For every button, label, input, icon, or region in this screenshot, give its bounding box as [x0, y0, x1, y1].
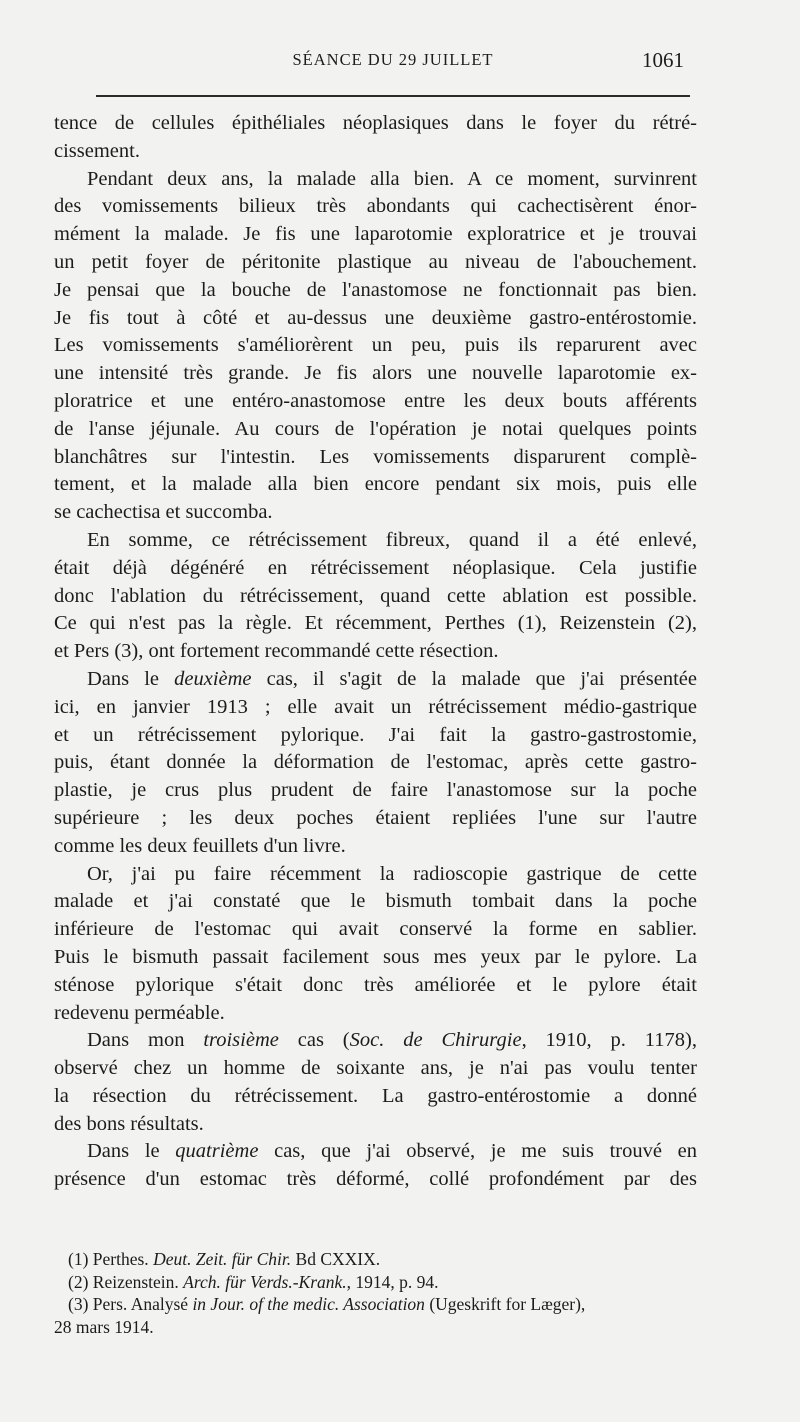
- text-span: Pendant deux ans, la malade alla bien. A ce moment, survinrent: [87, 167, 697, 190]
- text-span: cas (: [278, 1029, 350, 1052]
- body-line: [54, 166, 697, 194]
- text-span: Puis le bismuth passait facilement sous mes yeux par le pylore. La: [54, 945, 697, 968]
- body-line: [54, 1138, 697, 1166]
- body-line: [54, 1000, 697, 1028]
- body-line: [54, 249, 697, 277]
- text-span: Dans le: [87, 1140, 176, 1163]
- footnote-line: [54, 1316, 697, 1339]
- text-span: comme les deux feuillets d'un livre.: [54, 834, 346, 857]
- body-text: [54, 110, 697, 1194]
- italic-text: Arch. für Verds.-Krank.: [183, 1271, 347, 1292]
- text-span: , 1910, p. 1178),: [521, 1029, 697, 1052]
- text-span: donc l'ablation du rétrécissement, quand cette ablation est possible.: [54, 584, 697, 607]
- text-span: sténose pylorique s'était donc très améliorée et le pylore était: [54, 973, 697, 996]
- body-line: [54, 610, 697, 638]
- text-span: redevenu perméable.: [54, 1001, 225, 1024]
- text-span: Je fis tout à côté et au-dessus une deuxième gastro-entérostomie.: [54, 306, 697, 329]
- body-line: [54, 332, 697, 360]
- italic-text: troisième: [203, 1029, 279, 1052]
- body-line: [54, 499, 697, 527]
- body-line: [54, 1083, 697, 1111]
- body-line: [54, 972, 697, 1000]
- body-line: [54, 527, 697, 555]
- text-span: était déjà dégénéré en rétrécissement néoplasique. Cela justifie: [54, 556, 697, 579]
- text-span: En somme, ce rétrécissement fibreux, quand il a été enlevé,: [87, 528, 697, 551]
- body-line: [54, 666, 697, 694]
- body-line: [54, 360, 697, 388]
- body-line: [54, 638, 697, 666]
- body-line: [54, 833, 697, 861]
- italic-text: deuxième: [174, 667, 252, 690]
- footnotes: [54, 1248, 697, 1338]
- text-span: , 1914, p. 94.: [346, 1271, 439, 1292]
- italic-text: Deut. Zeit. für Chir.: [153, 1249, 292, 1269]
- text-span: mément la malade. Je fis une laparotomie exploratrice et je trouvai: [54, 223, 697, 246]
- body-line: [54, 722, 697, 750]
- text-span: Or, j'ai pu faire récemment la radioscopie gastrique de cette: [87, 862, 697, 885]
- italic-text: in Jour. of the medic. Association: [192, 1294, 425, 1314]
- body-line: [54, 583, 697, 611]
- body-line: [54, 1055, 697, 1083]
- text-span: (2) Reizenstein.: [68, 1271, 184, 1292]
- text-span: (Ugeskrift for Læger),: [424, 1294, 586, 1314]
- text-span: ici, en janvier 1913 ; elle avait un rétrécissement médio-gastrique: [54, 695, 697, 718]
- text-span: et Pers (3), ont fortement recommandé cette résection.: [54, 640, 499, 663]
- body-line: [54, 138, 697, 166]
- footnote-line: [54, 1248, 697, 1271]
- body-line: [54, 916, 697, 944]
- text-span: se cachectisa et succomba.: [54, 501, 273, 524]
- body-line: [54, 777, 697, 805]
- text-span: (1) Perthes.: [68, 1249, 154, 1269]
- italic-text: Soc. de Chirurgie: [349, 1029, 522, 1052]
- running-title: SÉANCE DU 29 JUILLET: [292, 50, 494, 69]
- text-span: un petit foyer de péritonite plastique au niveau de l'abouchement.: [54, 250, 697, 273]
- text-span: la résection du rétrécissement. La gastro-entérostomie a donné: [54, 1084, 697, 1107]
- text-span: et un rétrécissement pylorique. J'ai fait la gastro-gastrostomie,: [54, 723, 697, 746]
- body-line: [54, 1166, 697, 1194]
- page-number: 1061: [642, 48, 684, 72]
- text-span: 28 mars 1914.: [54, 1316, 154, 1337]
- body-line: [54, 110, 697, 138]
- text-span: présence d'un estomac très déformé, collé profondément par des: [54, 1168, 697, 1191]
- body-line: [54, 694, 697, 722]
- text-span: des vomissements bilieux très abondants qui cachectisèrent énor-: [54, 195, 697, 218]
- footnote-line: [54, 1271, 697, 1294]
- body-line: [54, 1111, 697, 1139]
- text-span: observé chez un homme de soixante ans, je n'ai pas voulu tenter: [54, 1057, 697, 1080]
- text-span: Dans le: [87, 667, 175, 690]
- text-span: Les vomissements s'améliorèrent un peu, puis ils reparurent avec: [54, 334, 697, 357]
- body-line: [54, 555, 697, 583]
- text-span: Bd CXXIX.: [291, 1249, 381, 1269]
- text-span: Ce qui n'est pas la règle. Et récemment, Perthes (1), Reizenstein (2),: [54, 612, 697, 635]
- text-span: Je pensai que la bouche de l'anastomose ne fonctionnait pas bien.: [54, 278, 697, 301]
- body-line: [54, 805, 697, 833]
- text-span: (3) Pers. Analysé: [68, 1294, 193, 1314]
- text-span: ploratrice et une entéro-anastomose entre les deux bouts afférents: [54, 389, 697, 412]
- text-span: cissement.: [54, 139, 140, 162]
- text-span: cas, il s'agit de la malade que j'ai présentée: [251, 667, 697, 690]
- body-line: [54, 221, 697, 249]
- body-line: [54, 471, 697, 499]
- header-rule: [96, 95, 690, 97]
- text-span: de l'anse jéjunale. Au cours de l'opération je notai quelques points: [54, 417, 697, 440]
- body-line: [54, 388, 697, 416]
- text-span: supérieure ; les deux poches étaient repliées l'une sur l'autre: [54, 806, 697, 829]
- footnote-line: [54, 1293, 697, 1316]
- body-line: [54, 277, 697, 305]
- text-span: une intensité très grande. Je fis alors une nouvelle laparotomie ex-: [54, 362, 697, 385]
- body-line: [54, 888, 697, 916]
- body-line: [54, 944, 697, 972]
- body-line: [54, 193, 697, 221]
- page-header: [96, 50, 690, 78]
- text-span: des bons résultats.: [54, 1112, 204, 1135]
- text-span: tence de cellules épithéliales néoplasiques dans le foyer du rétré-: [54, 112, 697, 134]
- text-span: tement, et la malade alla bien encore pendant six mois, puis elle: [54, 473, 697, 496]
- body-line: [54, 305, 697, 333]
- text-span: blanchâtres sur l'intestin. Les vomissements disparurent complè-: [54, 445, 697, 468]
- body-line: [54, 444, 697, 472]
- text-span: puis, étant donnée la déformation de l'estomac, après cette gastro-: [54, 751, 697, 774]
- text-span: plastie, je crus plus prudent de faire l'anastomose sur la poche: [54, 779, 697, 802]
- body-line: [54, 1027, 697, 1055]
- italic-text: quatrième: [175, 1140, 259, 1163]
- text-span: inférieure de l'estomac qui avait conservé la forme en sablier.: [54, 918, 697, 941]
- text-span: Dans mon: [87, 1029, 204, 1052]
- body-line: [54, 861, 697, 889]
- body-line: [54, 749, 697, 777]
- body-line: [54, 416, 697, 444]
- text-span: cas, que j'ai observé, je me suis trouvé en: [258, 1140, 697, 1163]
- text-span: malade et j'ai constaté que le bismuth tombait dans la poche: [54, 890, 697, 913]
